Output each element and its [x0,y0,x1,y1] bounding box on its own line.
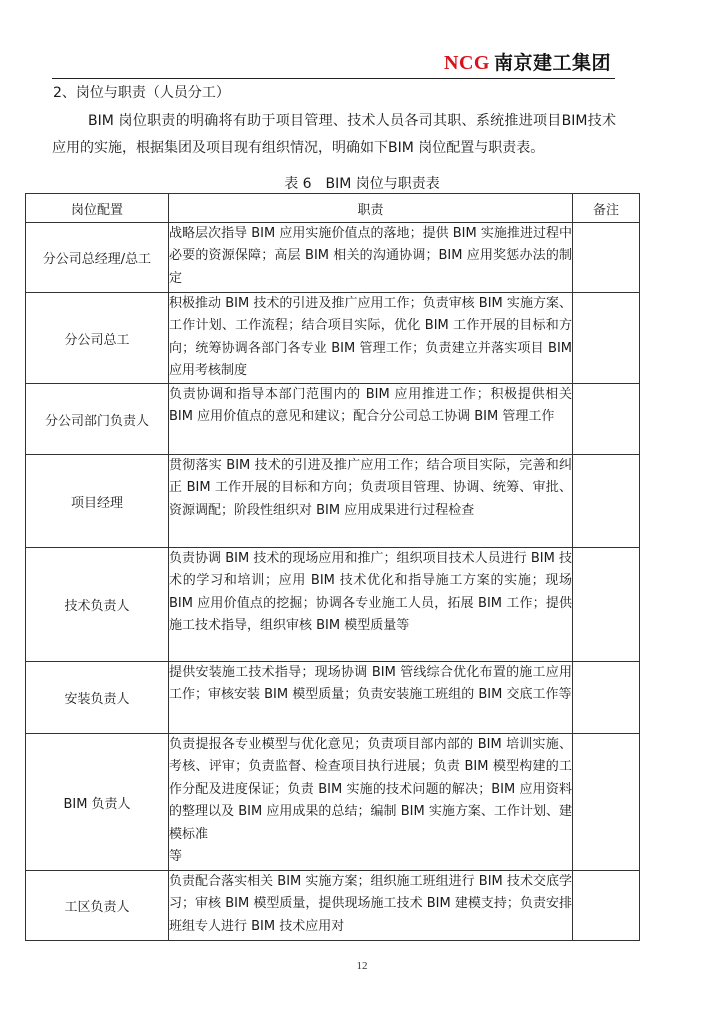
header-role: 岗位配置 [26,194,169,223]
duty-cell: 战略层次指导 BIM 应用实施价值点的落地；提供 BIM 实施推进过程中必要的资源保障；高层 BIM 相关的沟通协调；BIM 应用奖惩办法的制定 [169,223,573,293]
logo-chinese-text: 南京建工集团 [493,52,611,74]
table-header-row [26,194,640,223]
logo-latin-text: NCG [444,52,490,74]
intro-paragraph: BIM 岗位职责的明确将有助于项目管理、技术人员各司其职、系统推进项目BIM技术应用的实施，根据集团及项目现有组织情况，明确如下BIM 岗位配置与职责表。 [52,113,616,156]
role-cell: 分公司部门负责人 [26,384,169,455]
table-row [26,662,640,734]
page-header [52,44,615,79]
role-cell: 项目经理 [26,455,169,548]
table-caption: 表 6 BIM 岗位与职责表 [284,176,440,192]
duty-tail: 等 [169,849,183,865]
table-row [26,293,640,384]
note-cell [573,455,640,548]
role-cell: 技术负责人 [26,548,169,662]
table-row [26,455,640,548]
duty-cell: 负责配合落实相关 BIM 实施方案；组织施工班组进行 BIM 技术交底学习；审核 BIM 模型质量，提供现场施工技术 BIM 建模支持；负责安排班组专人进行 BIM 技术应用对 [169,871,573,941]
duty-cell: 贯彻落实 BIM 技术的引进及推广应用工作；结合项目实际，完善和纠正 BIM 工作开展的目标和方向；负责项目管理、协调、统筹、审批、资源调配；阶段性组织对 BIM 应用成果进行过程检查 [169,455,573,548]
table-row [26,223,640,293]
duty-cell: 负责协调和指导本部门范围内的 BIM 应用推进工作；积极提供相关 BIM 应用价值点的意见和建议；配合分公司总工协调 BIM 管理工作 [169,384,573,455]
role-cell: 工区负责人 [26,871,169,941]
role-cell: BIM 负责人 [26,734,169,871]
section-heading: 2、岗位与职责（人员分工） [53,85,230,101]
duty-cell [169,734,573,871]
role-cell: 分公司总工 [26,293,169,384]
page-number: 12 [356,960,368,972]
duty-text: 负责提报各专业模型与优化意见；负责项目部内部的 BIM 培训实施、考核、评审；负责监督、检查项目执行进展；负责 BIM 模型构建的工作分配及进度保证；负责 BIM 实施的技术问题的解决；BIM 应用资料的整理以及 BIM 应用成果的总结；编制 BIM 实施方案、工作计划、建模标准 [169,737,572,842]
table-row [26,548,640,662]
note-cell [573,293,640,384]
note-cell [573,734,640,871]
table-row [26,871,640,941]
note-cell [573,871,640,941]
note-cell [573,548,640,662]
table-row [26,734,640,871]
duty-cell: 积极推动 BIM 技术的引进及推广应用工作；负责审核 BIM 实施方案、工作计划、工作流程；结合项目实际，优化 BIM 工作开展的目标和方向；统筹协调各部门各专业 BIM 管理工作；负责建立并落实项目 BIM 应用考核制度 [169,293,573,384]
company-logo [444,48,611,75]
role-cell: 分公司总经理/总工 [26,223,169,293]
header-note: 备注 [573,194,640,223]
note-cell [573,384,640,455]
table-row [26,384,640,455]
duty-cell: 负责协调 BIM 技术的现场应用和推广；组织项目技术人员进行 BIM 技术的学习和培训；应用 BIM 技术优化和指导施工方案的实施；现场 BIM 应用价值点的挖掘；协调各专业施工人员，拓展 BIM 工作；提供施工技术指导，组织审核 BIM 模型质量等 [169,548,573,662]
note-cell [573,662,640,734]
duty-cell: 提供安装施工技术指导；现场协调 BIM 管线综合优化布置的施工应用工作；审核安装 BIM 模型质量；负责安装施工班组的 BIM 交底工作等 [169,662,573,734]
role-cell: 安装负责人 [26,662,169,734]
duty-table [25,193,640,941]
header-duty: 职责 [169,194,573,223]
note-cell [573,223,640,293]
